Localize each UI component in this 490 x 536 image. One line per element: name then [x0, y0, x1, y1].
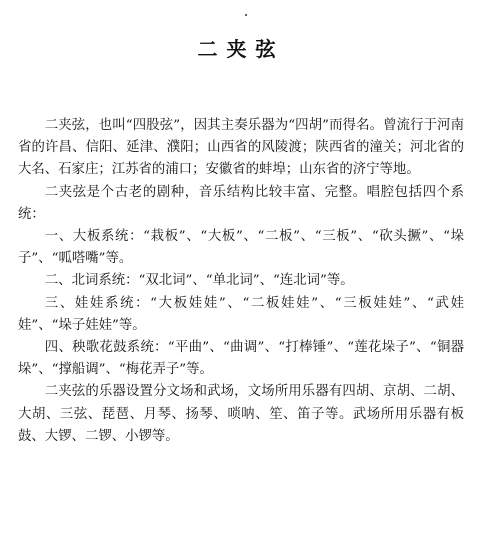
paragraph-instruments: 二夹弦的乐器设置分文场和武场，文场所用乐器有四胡、京胡、二胡、大胡、三弦、琵琶、月琴、扬琴、唢呐、笙、笛子等。武场所用乐器有板鼓、大锣、二锣、小锣等。: [18, 384, 464, 444]
paragraph-system-daban: 一、大板系统：“栽板”、“大板”、“二板”、“三板”、“砍头撅”、“垛子”、“呱嗒嘴”等。: [18, 229, 464, 267]
page-dot-mark: [245, 14, 247, 16]
paragraph-system-wawa: 三、娃娃系统：“大板娃娃”、“二板娃娃”、“三板娃娃”、“武娃娃”、“垛子娃娃”等。: [18, 295, 464, 333]
paragraph-overview: 二夹弦是个古老的剧种，音乐结构比较丰富、完整。唱腔包括四个系统：: [18, 184, 464, 222]
article-body: [18, 115, 464, 448]
paragraph-system-beici: 二、北词系统：“双北词”、“单北词”、“连北词”等。: [44, 273, 354, 289]
paragraph-intro: 二夹弦，也叫“四股弦”，因其主奏乐器为“四胡”而得名。曾流行于河南省的许昌、信阳、延津、濮阳；山西省的风陵渡；陕西省的潼关；河北省的大名、石家庄；江苏省的浦口；安徽省的蚌埠；山东省的济宁等地。: [18, 118, 464, 178]
page-title: 二夹弦: [197, 37, 285, 61]
paragraph-system-yangge: 四、秧歌花鼓系统：“平曲”、“曲调”、“打棒锤”、“莲花垛子”、“铜器垛”、“撑船调”、“梅花弄子”等。: [18, 340, 464, 378]
document-page: [18, 0, 464, 536]
